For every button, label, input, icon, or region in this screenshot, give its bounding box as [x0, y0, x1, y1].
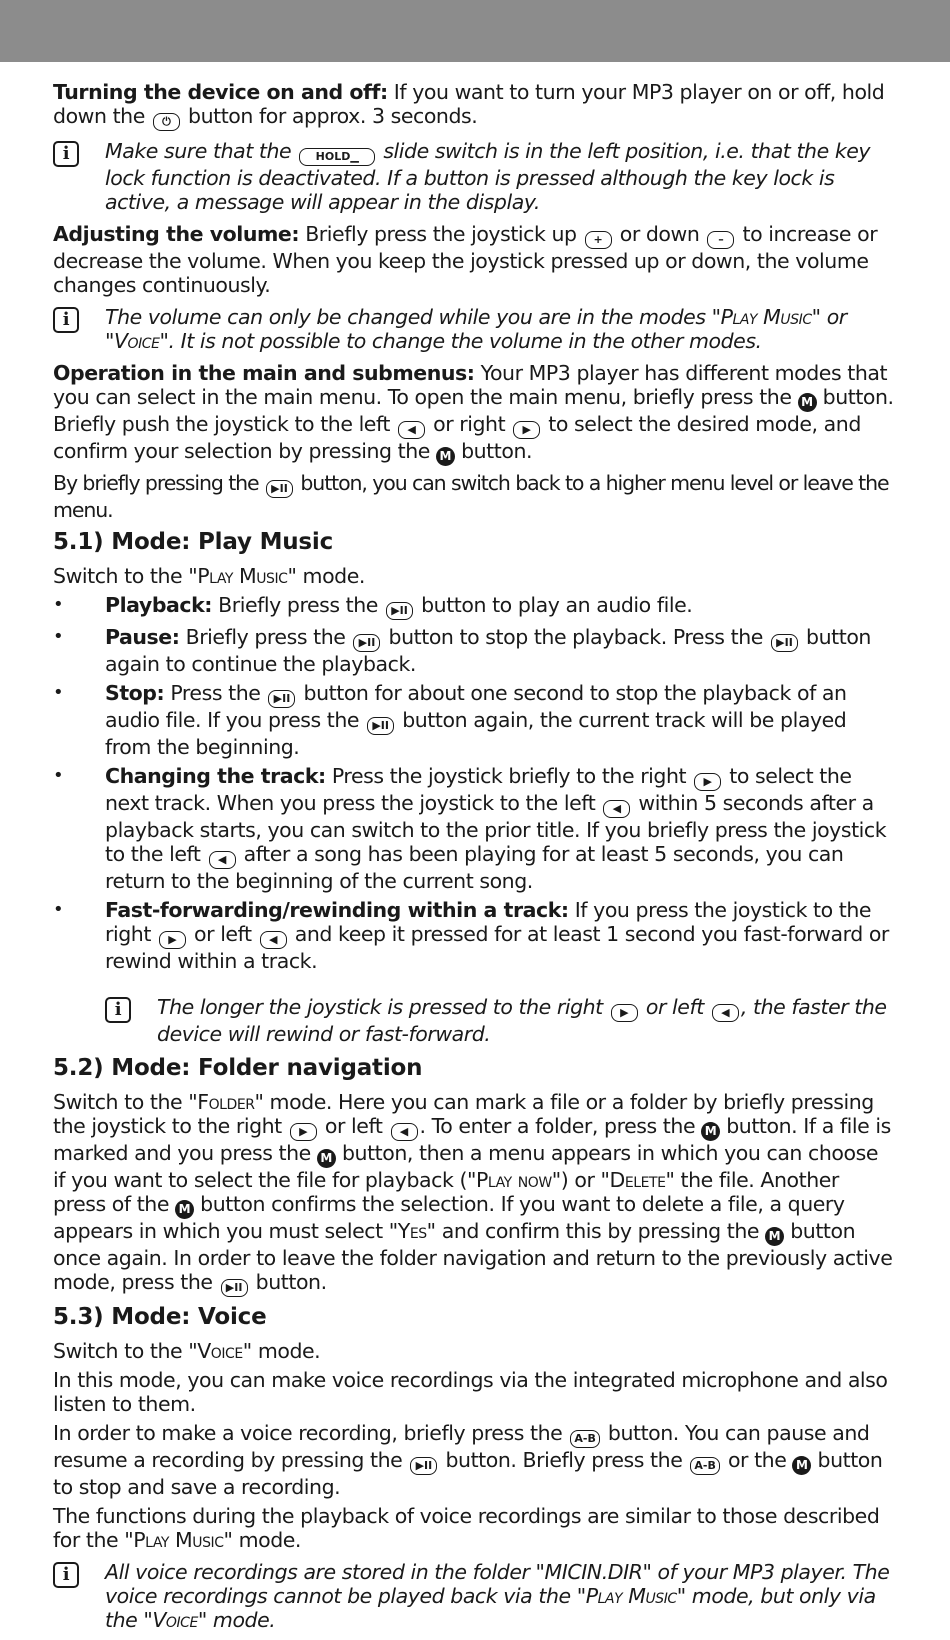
play-pause-key-icon: ▶II — [353, 634, 380, 652]
manual-page — [53, 80, 895, 1640]
right-key-icon: ▶ — [159, 931, 186, 949]
hold-switch-icon: HOLD▁ — [299, 148, 375, 166]
menu-back-paragraph: By briefly pressing the ▶II button, you can switch back to a higher menu level or leave the menu. — [53, 471, 889, 522]
menu-paragraph: Operation in the main and submenus: Your MP3 player has different modes that you can select in the main menu. To open the main menu, briefly press the M button. Briefly push the joystick to the left ◀ or right ▶ to select the desired mode, and confirm your selection by pressing the M button. — [53, 361, 895, 466]
info-icon: i — [105, 997, 131, 1023]
list-item-changing-track: • Changing the track: Press the joystick briefly to the right ▶ to select the next track. When you press the joystick to the left ◀ within 5 seconds after a playback starts, you can switch to the prior title. If you briefly press the joystick to the left ◀ after a song has been playing for at least 5 seconds, you can return to the beginning of the current song. — [53, 764, 887, 893]
minus-key-icon: – — [707, 231, 734, 249]
voice-paragraph-3: The functions during the playback of voice recordings are similar to those described for the "Play Music" mode. — [53, 1504, 880, 1552]
plus-key-icon: + — [585, 231, 612, 249]
folder-paragraph: Switch to the "Folder" mode. Here you can mark a file or a folder by briefly pressing the joystick to the right ▶ or left ◀ . To enter a folder, press the M button. If a file is marked and you press the M button, then a menu appears in which you can choose if you want to select the file for playback ("Play now") or "Delete" the file. Another press of the M button confirms the selection. If you want to delete a file, a query appears in which you must select "Yes" and confirm this by pressing the M button once again. In order to leave the folder navigation and return to the previously active mode, press the ▶II button. — [53, 1090, 895, 1297]
section-5-1-intro: Switch to the "Play Music" mode. — [53, 564, 365, 588]
volume-heading: Adjusting the volume: — [53, 222, 300, 246]
m-key-icon: M — [175, 1200, 194, 1219]
bullet: • — [53, 682, 64, 703]
left-key-icon: ◀ — [712, 1004, 739, 1022]
left-key-icon: ◀ — [603, 800, 630, 818]
volume-paragraph: Adjusting the volume: Briefly press the joystick up + or down – to increase or decrease the volume. When you keep the joystick pressed up or down, the volume changes continuously. — [53, 222, 878, 297]
right-key-icon: ▶ — [513, 421, 540, 439]
bullet: • — [53, 765, 64, 786]
play-pause-key-icon: ▶II — [367, 717, 394, 735]
ab-key-icon: A-B — [570, 1430, 599, 1448]
left-key-icon: ◀ — [260, 931, 287, 949]
m-key-icon: M — [765, 1227, 784, 1246]
ab-key-icon: A-B — [690, 1457, 719, 1475]
left-key-icon: ◀ — [391, 1123, 418, 1141]
right-key-icon: ▶ — [611, 1004, 638, 1022]
menu-heading: Operation in the main and submenus: — [53, 361, 475, 385]
info-icon: i — [53, 1562, 79, 1588]
bullet: • — [53, 626, 64, 647]
info-icon: i — [53, 141, 79, 167]
section-5-2-heading: 5.2) Mode: Folder navigation — [53, 1055, 423, 1081]
left-key-icon: ◀ — [209, 851, 236, 869]
m-key-icon: M — [317, 1149, 336, 1168]
power-paragraph: Turning the device on and off: If you want to turn your MP3 player on or off, hold down the ⏻ button for approx. 3 seconds. — [53, 80, 895, 131]
play-music-list — [53, 593, 895, 973]
m-key-icon: M — [798, 393, 817, 412]
voice-paragraph-1: In this mode, you can make voice recordings via the integrated microphone and also listen to them. — [53, 1368, 888, 1416]
left-key-icon: ◀ — [398, 421, 425, 439]
power-key-icon: ⏻ — [153, 113, 180, 131]
power-heading: Turning the device on and off: — [53, 80, 388, 104]
voice-paragraph-2: In order to make a voice recording, briefly press the A-B button. You can pause and resume a recording by pressing the ▶II button. Briefly press the A-B or the M button to stop and save a recording. — [53, 1421, 883, 1499]
right-key-icon: ▶ — [290, 1123, 317, 1141]
bullet: • — [53, 899, 64, 920]
play-pause-key-icon: ▶II — [771, 634, 798, 652]
play-pause-key-icon: ▶II — [386, 602, 413, 620]
play-pause-key-icon: ▶II — [266, 480, 293, 498]
play-pause-key-icon: ▶II — [268, 690, 295, 708]
section-5-1-heading: 5.1) Mode: Play Music — [53, 529, 334, 555]
m-key-icon: M — [792, 1456, 811, 1475]
list-item-pause: • Pause: Briefly press the ▶II button to stop the playback. Press the ▶II button again to continue the playback. — [53, 625, 871, 676]
bullet: • — [53, 594, 64, 615]
page-header-bar — [0, 0, 950, 62]
right-key-icon: ▶ — [694, 773, 721, 791]
note-volume: i The volume can only be changed while you are in the modes "Play Music" or "Voice". It is not possible to change the volume in the other modes. — [53, 305, 895, 353]
play-pause-key-icon: ▶II — [410, 1457, 437, 1475]
info-icon: i — [53, 307, 79, 333]
list-item-playback: • Playback: Briefly press the ▶II button to play an audio file. — [53, 593, 895, 620]
note-hold-switch: i Make sure that the HOLD▁ slide switch is in the left position, i.e. that the key lock function is deactivated. If a button is pressed although the key lock is active, a message will appear in the display. — [53, 139, 895, 214]
list-item-fast-forward: • Fast-forwarding/rewinding within a track: If you press the joystick to the right ▶ or left ◀ and keep it pressed for at least 1 second you fast-forward or rewind within a track. — [53, 898, 889, 973]
note-voice-recordings: i All voice recordings are stored in the folder "MICIN.DIR" of your MP3 player. The voice recordings cannot be played back via the "Play Music" mode, but only via the "Voice" mode. — [53, 1560, 895, 1632]
voice-intro: Switch to the "Voice" mode. — [53, 1339, 321, 1363]
m-key-icon: M — [436, 447, 455, 466]
play-pause-key-icon: ▶II — [221, 1279, 248, 1297]
section-5-3-heading: 5.3) Mode: Voice — [53, 1304, 267, 1330]
note-fast-forward: i The longer the joystick is pressed to the right ▶ or left ◀ , the faster the device will rewind or fast-forward. — [105, 995, 895, 1046]
list-item-stop: • Stop: Press the ▶II button for about one second to stop the playback of an audio file. If you press the ▶II button again, the current track will be played from the beginning. — [53, 681, 847, 759]
m-key-icon: M — [701, 1122, 720, 1141]
